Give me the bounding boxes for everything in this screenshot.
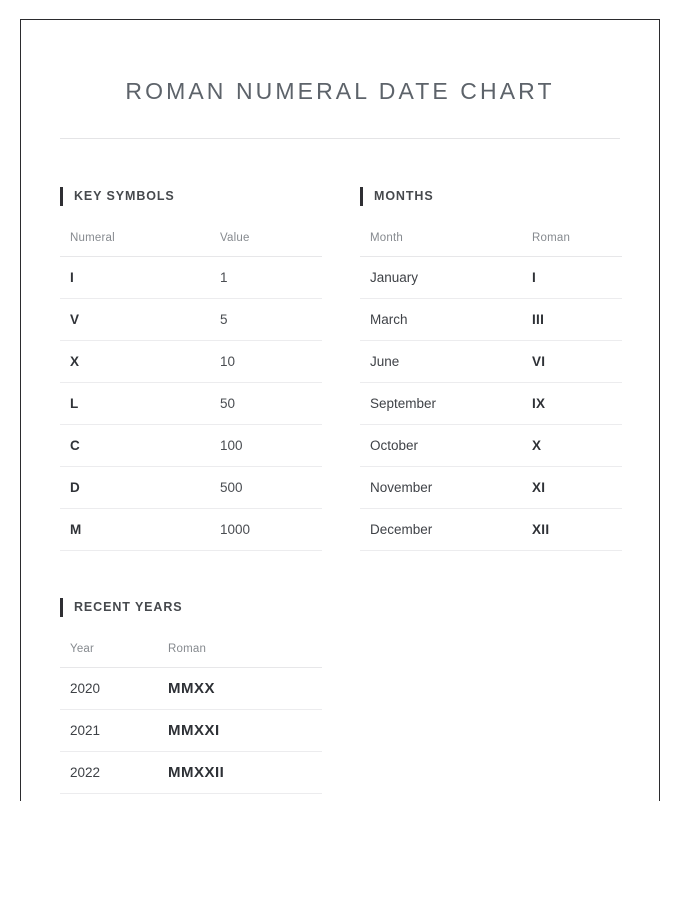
cell-numeral: V: [60, 299, 210, 341]
table-recent-years: [60, 643, 322, 794]
cell-month: December: [360, 509, 522, 551]
cell-value: 50: [210, 383, 322, 425]
section-recent-years: [60, 597, 322, 794]
table-row: [60, 299, 322, 341]
cell-month: March: [360, 299, 522, 341]
cell-year: 2022: [60, 752, 158, 794]
cell-numeral: C: [60, 425, 210, 467]
cell-value: 1: [210, 257, 322, 299]
table-row: [60, 341, 322, 383]
table-key-symbols: [60, 232, 322, 551]
table-row: [360, 383, 622, 425]
column-header-numeral: Numeral: [60, 232, 210, 257]
cell-year: 2021: [60, 710, 158, 752]
cell-roman: MMXXI: [158, 710, 322, 752]
table-row: [60, 668, 322, 710]
cell-value: 1000: [210, 509, 322, 551]
section-header-months: [360, 186, 622, 206]
table-header-row: [60, 643, 322, 668]
cell-month: September: [360, 383, 522, 425]
table-row: [60, 257, 322, 299]
column-header-year: Year: [60, 643, 158, 668]
column-header-month: Month: [360, 232, 522, 257]
section-title-key-symbols: KEY SYMBOLS: [74, 189, 175, 203]
cell-roman: III: [522, 299, 622, 341]
cell-roman: MMXXII: [158, 752, 322, 794]
table-row: [60, 425, 322, 467]
cell-month: January: [360, 257, 522, 299]
section-title-recent-years: RECENT YEARS: [74, 600, 183, 614]
cell-year: 2020: [60, 668, 158, 710]
left-column: [60, 186, 322, 794]
accent-bar-icon: [60, 187, 63, 206]
cell-roman: XII: [522, 509, 622, 551]
cell-roman: MMXX: [158, 668, 322, 710]
page-title: ROMAN NUMERAL DATE CHART: [125, 78, 555, 104]
table-row: [360, 257, 622, 299]
cell-numeral: L: [60, 383, 210, 425]
section-header-recent-years: [60, 597, 322, 617]
section-key-symbols: [60, 186, 322, 551]
title-block: [60, 78, 620, 106]
table-row: [60, 752, 322, 794]
table-row: [360, 425, 622, 467]
cell-roman: X: [522, 425, 622, 467]
table-row: [360, 467, 622, 509]
cell-numeral: I: [60, 257, 210, 299]
cell-roman: I: [522, 257, 622, 299]
cell-roman: XI: [522, 467, 622, 509]
column-header-roman: Roman: [522, 232, 622, 257]
title-divider: [60, 138, 620, 139]
table-header-row: [360, 232, 622, 257]
cell-value: 100: [210, 425, 322, 467]
table-row: [360, 299, 622, 341]
cell-roman: IX: [522, 383, 622, 425]
accent-bar-icon: [360, 187, 363, 206]
cell-numeral: D: [60, 467, 210, 509]
cell-month: October: [360, 425, 522, 467]
table-row: [60, 467, 322, 509]
cell-numeral: X: [60, 341, 210, 383]
cell-month: November: [360, 467, 522, 509]
column-header-value: Value: [210, 232, 322, 257]
table-row: [360, 509, 622, 551]
cell-roman: VI: [522, 341, 622, 383]
table-row: [360, 341, 622, 383]
section-header-key-symbols: [60, 186, 322, 206]
table-row: [60, 710, 322, 752]
table-row: [60, 383, 322, 425]
cell-value: 500: [210, 467, 322, 509]
right-column: [360, 186, 622, 551]
cell-value: 10: [210, 341, 322, 383]
cell-month: June: [360, 341, 522, 383]
section-title-months: MONTHS: [374, 189, 434, 203]
cell-value: 5: [210, 299, 322, 341]
accent-bar-icon: [60, 598, 63, 617]
section-months: [360, 186, 622, 551]
table-months: [360, 232, 622, 551]
table-header-row: [60, 232, 322, 257]
cell-numeral: M: [60, 509, 210, 551]
column-header-roman: Roman: [158, 643, 322, 668]
table-row: [60, 509, 322, 551]
